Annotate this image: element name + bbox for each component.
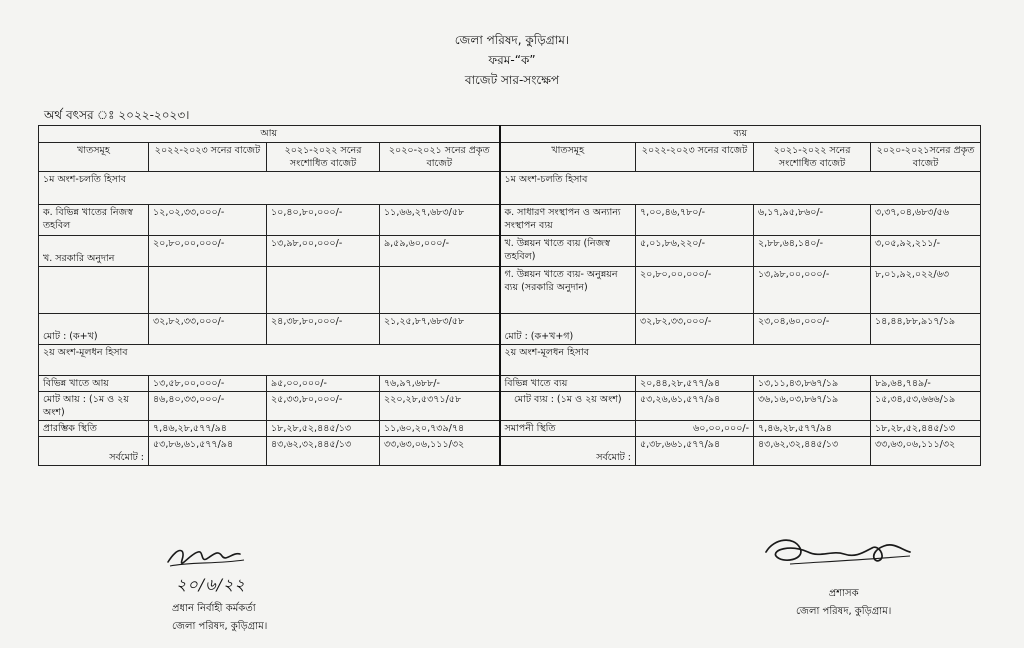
income-empty-cell — [149, 267, 267, 314]
right-signatory-title: প্রশাসক — [828, 588, 859, 599]
income-sum-label: মোট আয় : (১ম ও ২য় অংশ) — [39, 392, 149, 421]
fiscal-year: অর্থ বৎসর ঃ ২০২২-২০২৩। — [44, 108, 190, 122]
income-opening-label: প্রারম্ভিক স্থিতি — [39, 421, 149, 437]
income-sum-2020: ২২০,২৮,৫৩৭১/৫৮ — [380, 392, 500, 421]
income-capital-2022: ১৩,৫৮,০০,০০০/- — [149, 376, 267, 392]
income-opening-2021: ১৮,২৮,৫২,৪৪৫/১৩ — [267, 421, 380, 437]
income-capital-2020: ৭৬,৯৭,৬৮৮/- — [380, 376, 500, 392]
income-kha-2020: ৯,৫৯,৬০,০০০/- — [380, 236, 500, 267]
administrator-signature — [760, 530, 920, 580]
expense-capital-label: বিভিন্ন খাতে ব্যয় — [500, 376, 636, 392]
income-title: আয় — [39, 126, 500, 143]
expense-closing-2022: ৬০,০০,০০০/- — [636, 421, 754, 437]
expense-ka-2020: ৩,৩৭,০৪,৬৮৩/৫৬ — [871, 205, 981, 236]
expense-total-label: মোট : (ক+খ+গ) — [500, 314, 636, 345]
left-signatory-title: প্রধান নির্বাহী কর্মকর্তা — [172, 603, 256, 614]
income-part2-title: ২য় অংশ-মূলধন হিসাব — [39, 345, 500, 376]
expense-sum-2022: ৫৩,২৬,৬১,৫৭৭/৯৪ — [636, 392, 754, 421]
income-ka-2022: ১২,০২,৩৩,০০০/- — [149, 205, 267, 236]
expense-capital-2021: ১৩,১১,৪৩,৮৬৭/১৯ — [754, 376, 871, 392]
income-kha-label: খ. সরকারি অনুদান — [39, 236, 149, 267]
income-sum-2021: ২৫,৩৩,৮০,০০০/- — [267, 392, 380, 421]
expense-grand-2022: ৫,৩৮,৬৬১,৫৭৭/৯৪ — [636, 437, 754, 466]
income-opening-2022: ৭,৪৬,২৮,৫৭৭/৯৪ — [149, 421, 267, 437]
form-title: ফরম-“ক” — [488, 53, 536, 67]
income-capital-2021: ৯৫,০০,০০০/- — [267, 376, 380, 392]
expense-grand-2020: ৩৩,৬৩,০৬,১১১/৩২ — [871, 437, 981, 466]
income-part1-title: ১ম অংশ-চলতি হিসাব — [39, 172, 500, 205]
expense-col-2021: ২০২১-২০২২ সনের সংশোধিত বাজেট — [754, 143, 871, 172]
income-col-2022: ২০২২-২০২৩ সনের বাজেট — [149, 143, 267, 172]
expense-ga-2021: ১৩,৯৮,০০,০০০/- — [754, 267, 871, 314]
expense-ka-label: ক. সাধারণ সংস্থাপন ও অন্যান্য সংস্থাপন ব্যয় — [500, 205, 636, 236]
expense-closing-2021: ৭,৪৬,২৮,৫৭৭/৯৪ — [754, 421, 871, 437]
expense-ga-2022: ২০,৮০,০০,০০০/- — [636, 267, 754, 314]
income-total-2022: ৩২,৮২,৩৩,০০০/- — [149, 314, 267, 345]
income-capital-label: বিভিন্ন খাতে আয় — [39, 376, 149, 392]
expense-kha-2021: ২,৮৮,৬৪,১৪০/- — [754, 236, 871, 267]
expense-capital-2020: ৮৯,৬৪,৭৪৯/- — [871, 376, 981, 392]
income-ka-2021: ১০,৪০,৮০,০০০/- — [267, 205, 380, 236]
expense-ka-2021: ৬,১৭,৯৫,৮৬০/- — [754, 205, 871, 236]
income-col-2021: ২০২১-২০২২ সনের সংশোধিত বাজেট — [267, 143, 380, 172]
expense-col-2022: ২০২২-২০২৩ সনের বাজেট — [636, 143, 754, 172]
income-grand-2021: ৪৩,৬২,৩২,৪৪৫/১৩ — [267, 437, 380, 466]
expense-ga-label: গ. উন্নয়ন খাতে ব্যয়- অনুন্নয়ন ব্যয় (সরকারি অনুদান) — [500, 267, 636, 314]
income-sum-2022: ৪৬,৪০,৩৩,০০০/- — [149, 392, 267, 421]
expense-closing-label: সমাপনী স্থিতি — [500, 421, 636, 437]
budget-summary-title: বাজেট সার-সংক্ষেপ — [464, 73, 560, 87]
income-ka-2020: ১১,৬৬,২৭,৬৮৩/৫৮ — [380, 205, 500, 236]
income-total-label: মোট : (ক+খ) — [39, 314, 149, 345]
expense-sum-label: মোট ব্যয় : (১ম ও ২য় অংশ) — [500, 392, 636, 421]
expense-part2-title: ২য় অংশ-মূলধন হিসাব — [500, 345, 981, 376]
left-signatory — [172, 600, 267, 636]
income-col-items: খাতসমূহ — [39, 143, 149, 172]
left-signatory-office: জেলা পরিষদ, কুড়িগ্রাম। — [172, 621, 268, 632]
expense-ka-2022: ৭,০০,৪৬,৭৮০/- — [636, 205, 754, 236]
income-total-2020: ২১,২৫,৮৭,৬৮৩/৫৮ — [380, 314, 500, 345]
expense-part1-title: ১ম অংশ-চলতি হিসাব — [500, 172, 981, 205]
expense-col-2020: ২০২০-২০২১সনের প্রকৃত বাজেট — [871, 143, 981, 172]
signature-date: ২০/৬/২২ — [176, 575, 246, 594]
expense-col-items: খাতসমূহ — [500, 143, 636, 172]
right-signatory-office: জেলা পরিষদ, কুড়িগ্রাম। — [796, 606, 892, 617]
expense-grand-label: সর্বমোট : — [500, 437, 636, 466]
income-empty-cell — [39, 267, 149, 314]
document-header — [0, 30, 1024, 90]
expense-kha-2022: ৫,০১,৮৬,২২০/- — [636, 236, 754, 267]
expense-sum-2020: ১৫,৩৪,৫৩,৬৬৬/১৯ — [871, 392, 981, 421]
expense-total-2020: ১৪,৪৪,৮৮,৯১৭/১৯ — [871, 314, 981, 345]
income-total-2021: ২৪,৩৮,৮০,০০০/- — [267, 314, 380, 345]
income-col-2020: ২০২০-২০২১ সনের প্রকৃত বাজেট — [380, 143, 500, 172]
income-kha-2022: ২০,৮০,০০,০০০/- — [149, 236, 267, 267]
expense-grand-2021: ৪৩,৬২,৩২,৪৪৫/১৩ — [754, 437, 871, 466]
income-grand-2020: ৩৩,৬৩,০৬,১১১/৩২ — [380, 437, 500, 466]
income-opening-2020: ১১,৬০,২০,৭৩৯/৭৪ — [380, 421, 500, 437]
income-kha-2021: ১৩,৯৮,০০,০০০/- — [267, 236, 380, 267]
expense-closing-2020: ১৮,২৮,৫২,৪৪৫/১৩ — [871, 421, 981, 437]
expense-total-2022: ৩২,৮২,৩৩,০০০/- — [636, 314, 754, 345]
expense-sum-2021: ৩৬,১৬,০৩,৮৬৭/১৯ — [754, 392, 871, 421]
income-grand-label: সর্বমোট : — [39, 437, 149, 466]
expense-capital-2022: ২০,৪৪,২৮,৫৭৭/৯৪ — [636, 376, 754, 392]
expense-total-2021: ২৩,০৪,৬০,০০০/- — [754, 314, 871, 345]
income-empty-cell — [380, 267, 500, 314]
expense-title: ব্যয় — [500, 126, 981, 143]
budget-table — [38, 125, 981, 466]
expense-ga-2020: ৮,০১,৯২,০২২/৬৩ — [871, 267, 981, 314]
right-signatory — [796, 585, 891, 621]
income-ka-label: ক. বিভিন্ন খাতের নিজস্ব তহবিল — [39, 205, 149, 236]
office-title: জেলা পরিষদ, কুড়িগ্রাম। — [454, 33, 570, 47]
expense-kha-label: খ. উন্নয়ন খাতে ব্যয় (নিজস্ব তহবিল) — [500, 236, 636, 267]
income-grand-2022: ৫৩,৮৬,৬১,৫৭৭/৯৪ — [149, 437, 267, 466]
income-empty-cell — [267, 267, 380, 314]
expense-kha-2020: ৩,০৫,৯২,২১১/- — [871, 236, 981, 267]
